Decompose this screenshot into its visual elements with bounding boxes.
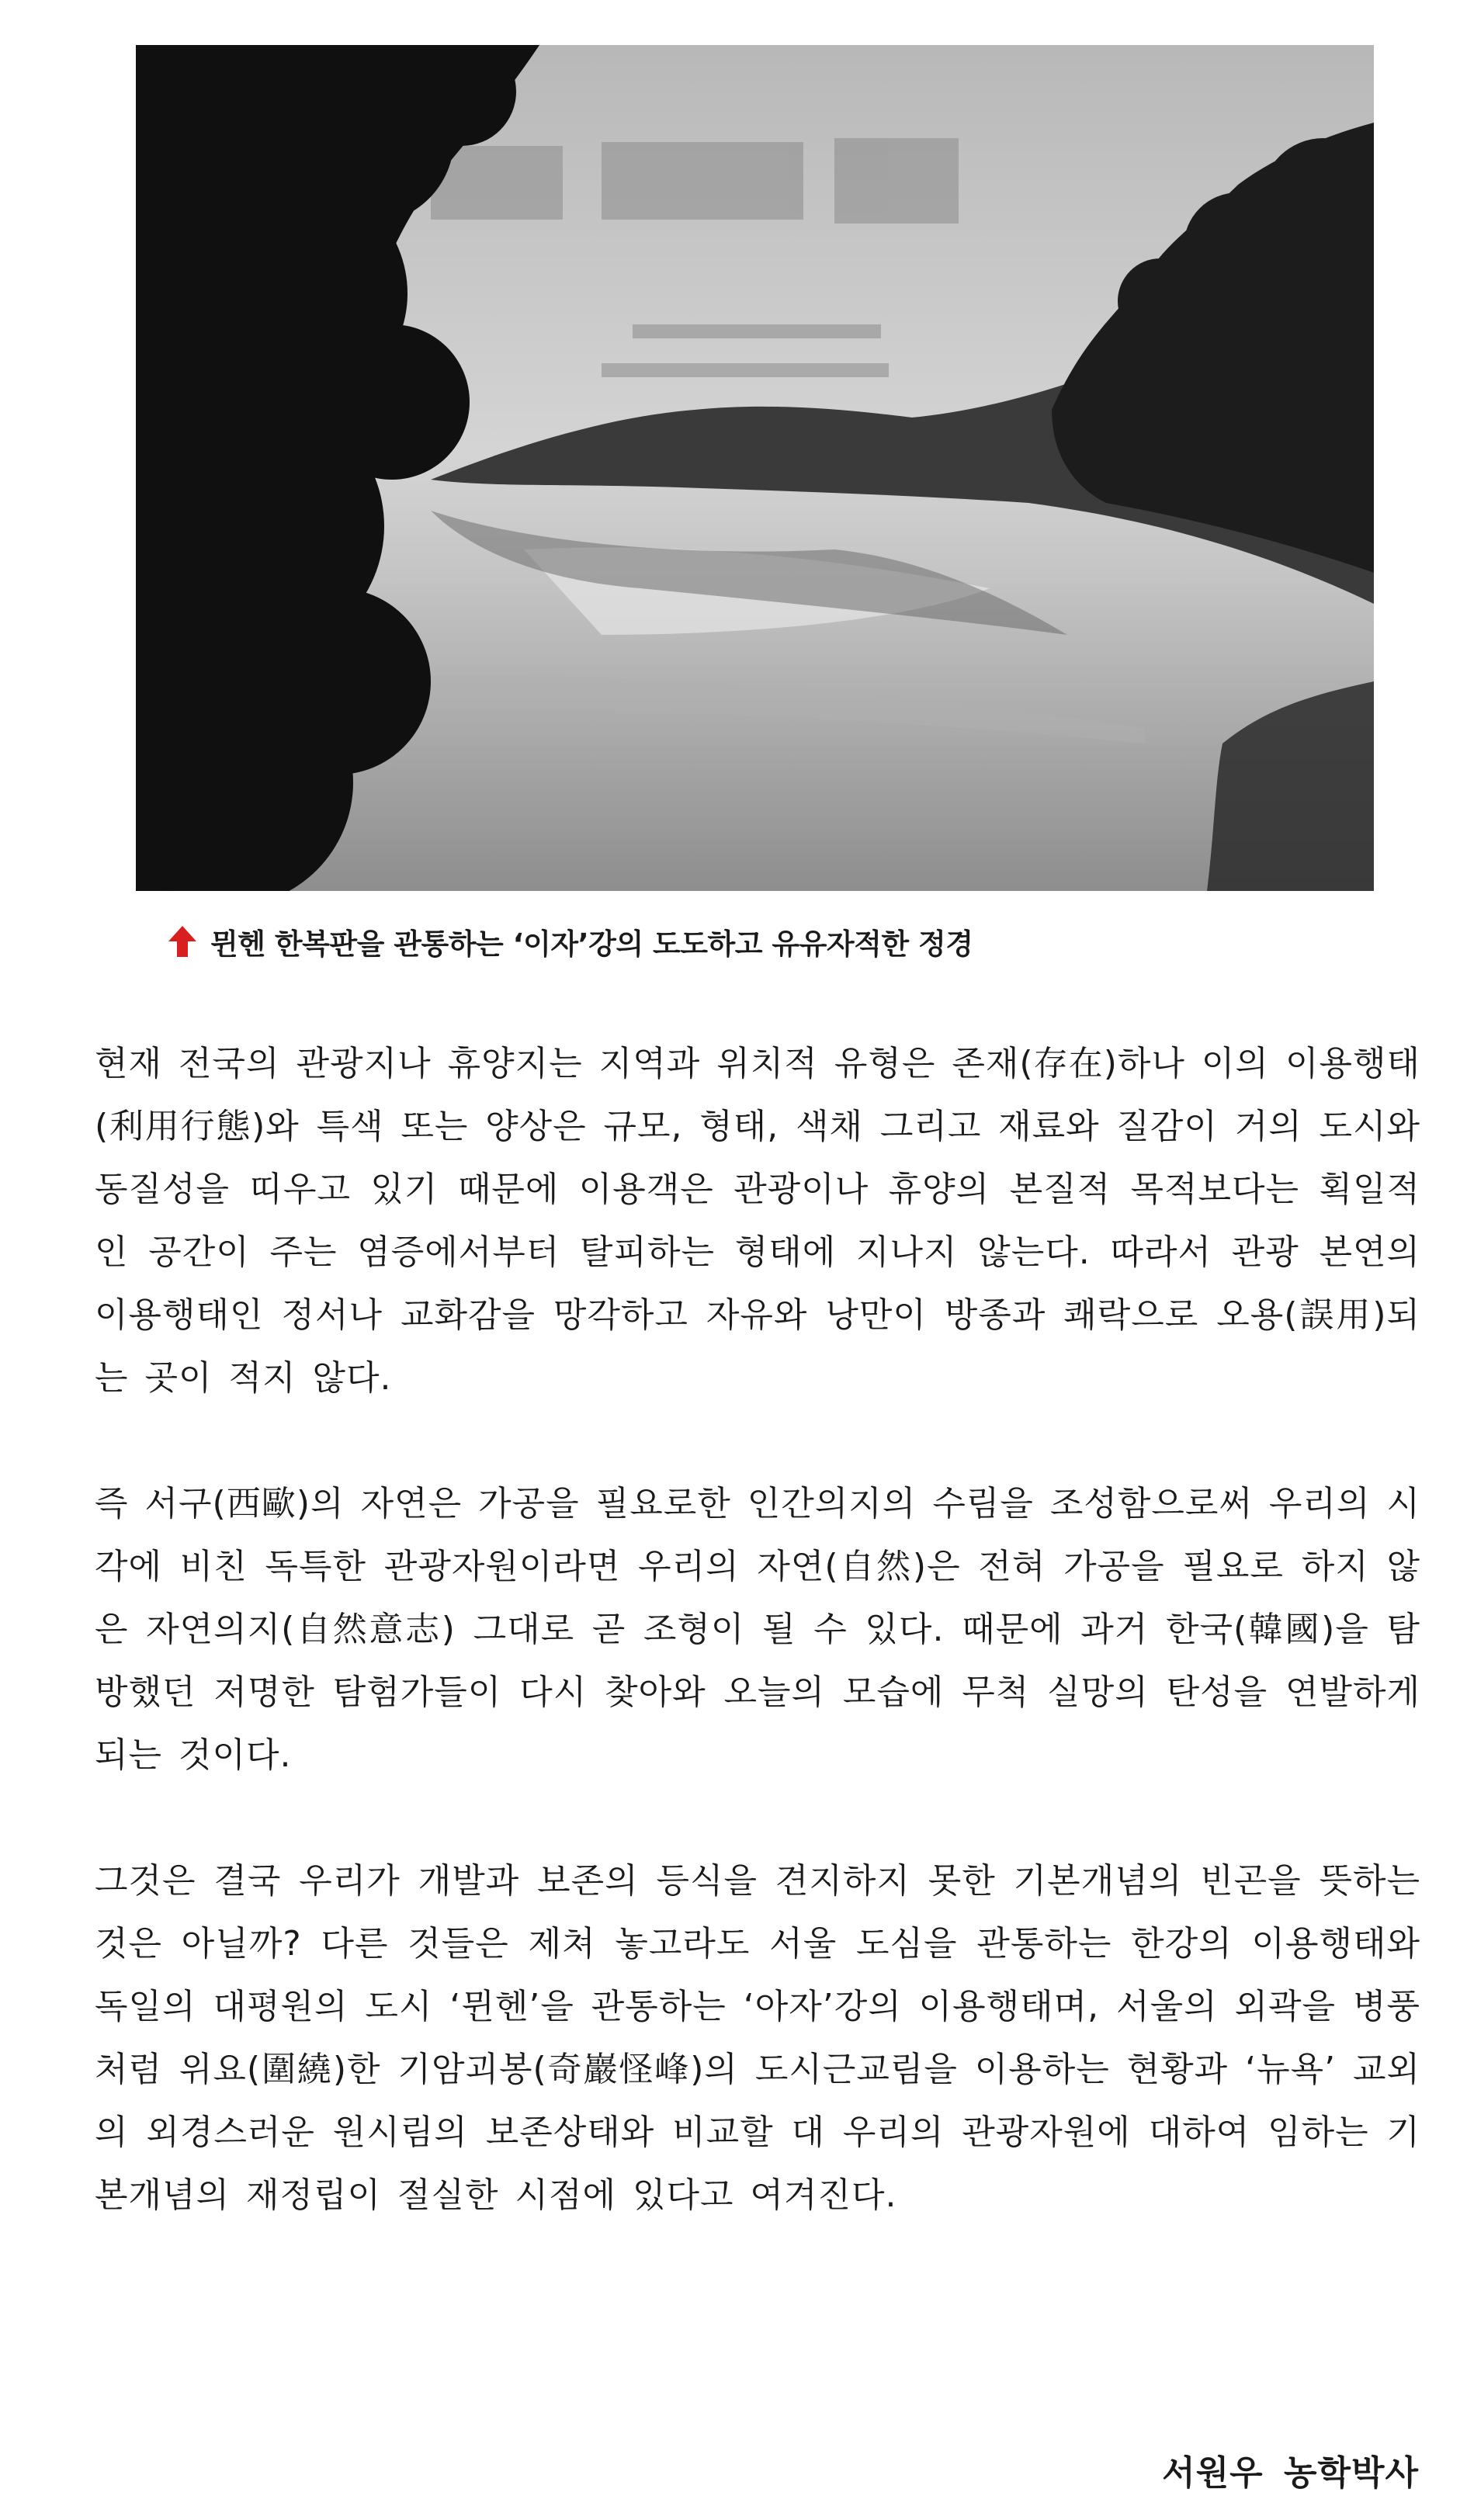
paragraph-1: 현재 전국의 관광지나 휴양지는 지역과 위치적 유형은 존재(存在)하나 이의 이용행태(利用行態)와 특색 또는 양상은 규모, 형태, 색채 그리고 재료와 질감이 거의 도시와 동질성을 띠우고 있기 때문에 이용객은 관광이나 휴양의 본질적 목적보다는 획일적인 공간이 주는 염증에서부터 탈피하는 형태에 지나지 않는다. 따라서 관광 본연의 이용행태인 정서나 교화감을 망각하고 자유와 낭만이 방종과 쾌락으로 오용(誤用)되는 곳이 적지 않다. [95,1044,1420,1398]
paragraph-2: 즉 서구(西歐)의 자연은 가공을 필요로한 인간의지의 수림을 조성함으로써 우리의 시각에 비친 독특한 관광자원이라면 우리의 자연(自然)은 전혀 가공을 필요로 하지 않은 자연의지(自然意志) 그대로 곧 조형이 될 수 있다. 때문에 과거 한국(韓國)을 탐방했던 저명한 탐험가들이 다시 찾아와 오늘의 모습에 무척 실망의 탄성을 연발하게 되는 것이다. [95,1484,1420,1775]
river-landscape-photo [136,45,1374,891]
paragraph-3: 그것은 결국 우리가 개발과 보존의 등식을 견지하지 못한 기본개념의 빈곤을 뜻하는 것은 아닐까? 다른 것들은 제쳐 놓고라도 서울 도심을 관통하는 한강의 이용행태와 독일의 대평원의 도시 ‘뮌헨’을 관통하는 ‘아자’강의 이용행태며, 서울의 외곽을 병풍처럼 위요(圍繞)한 기암괴봉(奇巖怪峰)의 도시근교림을 이용하는 현황과 ‘뉴욕’ 교외의 외경스러운 원시림의 보존상태와 비교할 대 우리의 관광자원에 대하여 임하는 기본개념의 재정립이 절실한 시점에 있다고 여겨진다. [95,1861,1421,2215]
red-up-arrow-icon [167,924,198,958]
photo-caption [167,920,973,963]
author-byline: 서원우 농학박사 [1162,2453,1419,2493]
photo-caption-text: 뮌헨 한복판을 관통하는 ‘이자’강의 도도하고 유유자적한 정경 [210,927,973,961]
article-body [95,1032,1420,2289]
